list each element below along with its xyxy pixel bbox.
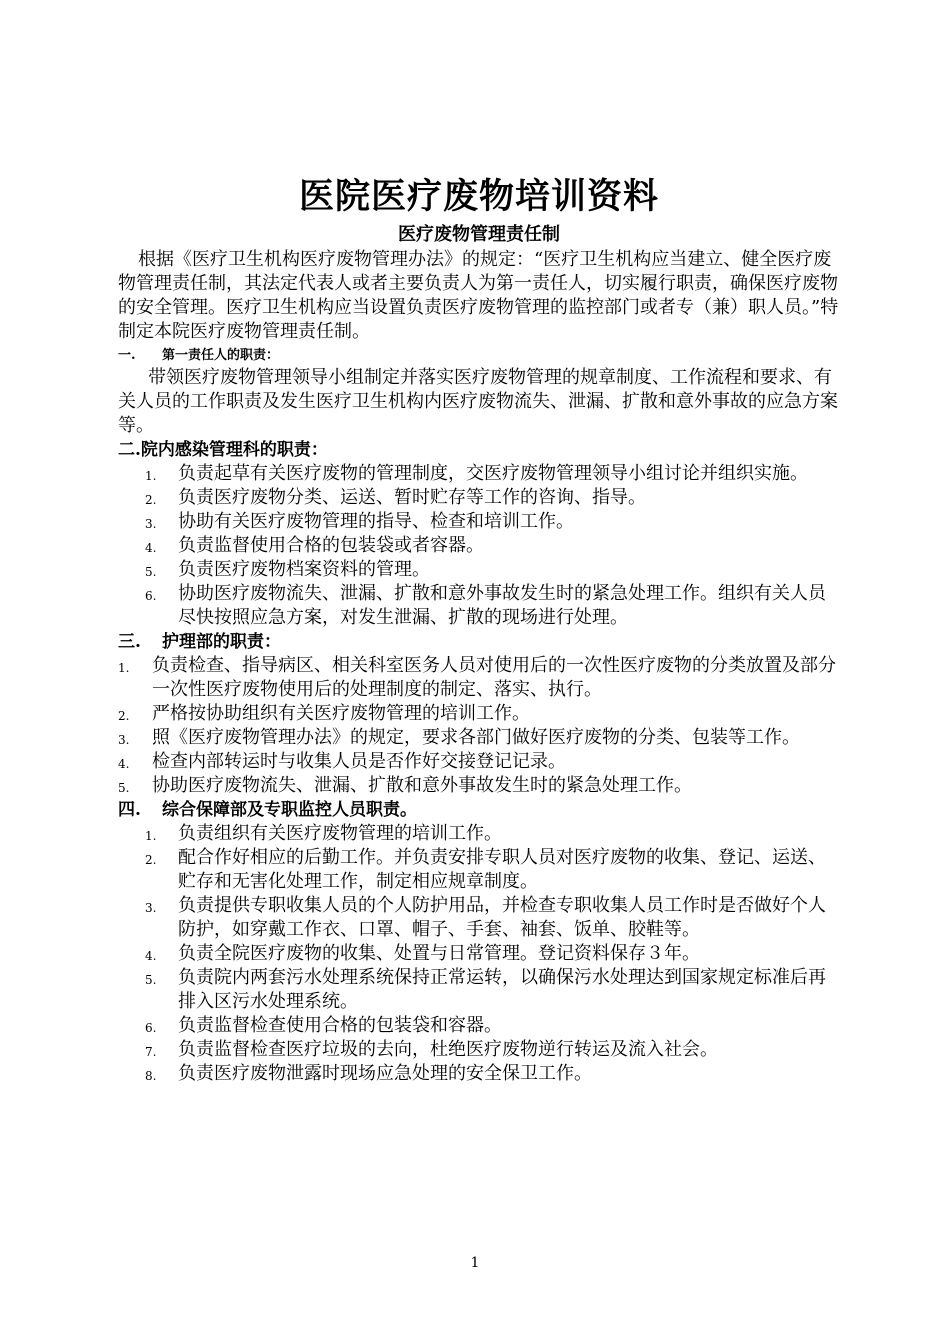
list-item-number: 4. (118, 757, 130, 771)
list-item-number: 6. (145, 589, 157, 603)
list-item (118, 582, 840, 630)
list-item (118, 894, 840, 942)
list-item-text: 负责检查、指导病区、相关科室医务人员对使用后的一次性医疗废物的分类放置及部分一次性医疗废物使用后的处理制度的制定、落实、执行。 (152, 655, 836, 700)
section-4-number: 四. (118, 800, 141, 820)
list-item-number: 4. (145, 541, 157, 555)
section-1-heading (118, 346, 840, 366)
list-item (118, 1014, 840, 1038)
list-item-text: 协助医疗废物流失、泄漏、扩散和意外事故发生时的紧急处理工作。组织有关人员尽快按照应急方案，对发生泄漏、扩散的现场进行处理。 (178, 583, 826, 628)
section-1-title: 第一责任人的职责： (162, 348, 280, 363)
list-item-number: 1. (145, 469, 157, 483)
section-1-body: 带领医疗废物管理领导小组制定并落实医疗废物管理的规章制度、工作流程和要求、有关人员的工作职责及发生医疗卫生机构内医疗废物流失、泄漏、扩散和意外事故的应急方案等。 (118, 367, 838, 436)
list-item-text: 负责院内两套污水处理系统保持正常运转，以确保污水处理达到国家规定标准后再排入区污水处理系统。 (178, 967, 826, 1012)
list-item (118, 462, 840, 486)
section-3-heading (118, 630, 840, 654)
list-item-number: 7. (145, 1045, 157, 1059)
section-3-list (118, 654, 840, 798)
section-3-number: 三. (118, 632, 141, 652)
list-item-text: 负责监督检查医疗垃圾的去向，杜绝医疗废物逆行转运及流入社会。 (178, 1039, 718, 1060)
list-item (118, 486, 840, 510)
list-item-text: 照《医疗废物管理办法》的规定，要求各部门做好医疗废物的分类、包装等工作。 (152, 727, 800, 748)
list-item-number: 5. (145, 565, 157, 579)
list-item-text: 负责监督使用合格的包装袋或者容器。 (178, 535, 484, 556)
section-2-list (118, 462, 840, 630)
section-4-title: 综合保障部及专职监控人员职责。 (162, 800, 417, 820)
list-item-number: 8. (145, 1069, 157, 1083)
list-item (118, 702, 840, 726)
list-item (118, 942, 840, 966)
section-4-heading (118, 798, 840, 822)
list-item-text: 负责医疗废物档案资料的管理。 (178, 559, 430, 580)
list-item-number: 2. (145, 853, 157, 867)
list-item-text: 负责监督检查使用合格的包装袋和容器。 (178, 1015, 502, 1036)
list-item-number: 1. (145, 829, 157, 843)
list-item-text: 检查内部转运时与收集人员是否作好交接登记记录。 (152, 751, 566, 772)
intro-paragraph: 根据《医疗卫生机构医疗废物管理办法》的规定：“医疗卫生机构应当建立、健全医疗废物管理责任制，其法定代表人或者主要负责人为第一责任人，切实履行职责，确保医疗废物的安全管理。医疗卫生机构应当设置负责医疗废物管理的监控部门或者专（兼）职人员。”特制定本院医疗废物管理责任制。 (118, 249, 839, 342)
list-item (118, 750, 840, 774)
list-item-text: 负责起草有关医疗废物的管理制度，交医疗废物管理领导小组讨论并组织实施。 (178, 463, 808, 484)
section-1-number: 一. (118, 348, 136, 363)
list-item (118, 654, 840, 702)
list-item (118, 774, 840, 798)
list-item (118, 1038, 840, 1062)
section-3-title: 护理部的职责： (162, 632, 281, 652)
list-item-number: 3. (118, 733, 130, 747)
list-item-number: 3. (145, 901, 157, 915)
list-item-number: 2. (118, 709, 130, 723)
list-item (118, 534, 840, 558)
section-2-heading: 二.院内感染管理科的职责： (118, 440, 328, 460)
list-item-number: 4. (145, 949, 157, 963)
document-subtitle: 医疗废物管理责任制 (398, 224, 560, 245)
list-item-number: 6. (145, 1021, 157, 1035)
list-item-text: 协助有关医疗废物管理的指导、检查和培训工作。 (178, 511, 574, 532)
list-item-number: 5. (145, 973, 157, 987)
list-item (118, 1062, 840, 1086)
document-page (118, 172, 840, 1086)
list-item-number: 3. (145, 517, 157, 531)
list-item (118, 966, 840, 1014)
list-item-text: 配合作好相应的后勤工作。并负责安排专职人员对医疗废物的收集、登记、运送、贮存和无害化处理工作，制定相应规章制度。 (178, 847, 826, 892)
list-item-text: 负责全院医疗废物的收集、处置与日常管理。登记资料保存３年。 (178, 943, 700, 964)
list-item (118, 822, 840, 846)
list-item-number: 5. (118, 781, 130, 795)
list-item-number: 1. (118, 661, 130, 675)
list-item-number: 2. (145, 493, 157, 507)
list-item (118, 726, 840, 750)
document-title: 医院医疗废物培训资料 (298, 176, 659, 217)
list-item-text: 严格按协助组织有关医疗废物管理的培训工作。 (152, 703, 530, 724)
list-item-text: 负责医疗废物分类、运送、暂时贮存等工作的咨询、指导。 (178, 487, 646, 508)
list-item-text: 负责组织有关医疗废物管理的培训工作。 (178, 823, 502, 844)
list-item-text: 协助医疗废物流失、泄漏、扩散和意外事故发生时的紧急处理工作。 (152, 775, 692, 796)
list-item-text: 负责提供专职收集人员的个人防护用品，并检查专职收集人员工作时是否做好个人防护，如穿戴工作衣、口罩、帽子、手套、袖套、饭单、胶鞋等。 (178, 895, 826, 940)
page-number: 1 (470, 1255, 480, 1271)
list-item-text: 负责医疗废物泄露时现场应急处理的安全保卫工作。 (178, 1063, 592, 1084)
list-item (118, 846, 840, 894)
section-4-list (118, 822, 840, 1086)
list-item (118, 510, 840, 534)
list-item (118, 558, 840, 582)
